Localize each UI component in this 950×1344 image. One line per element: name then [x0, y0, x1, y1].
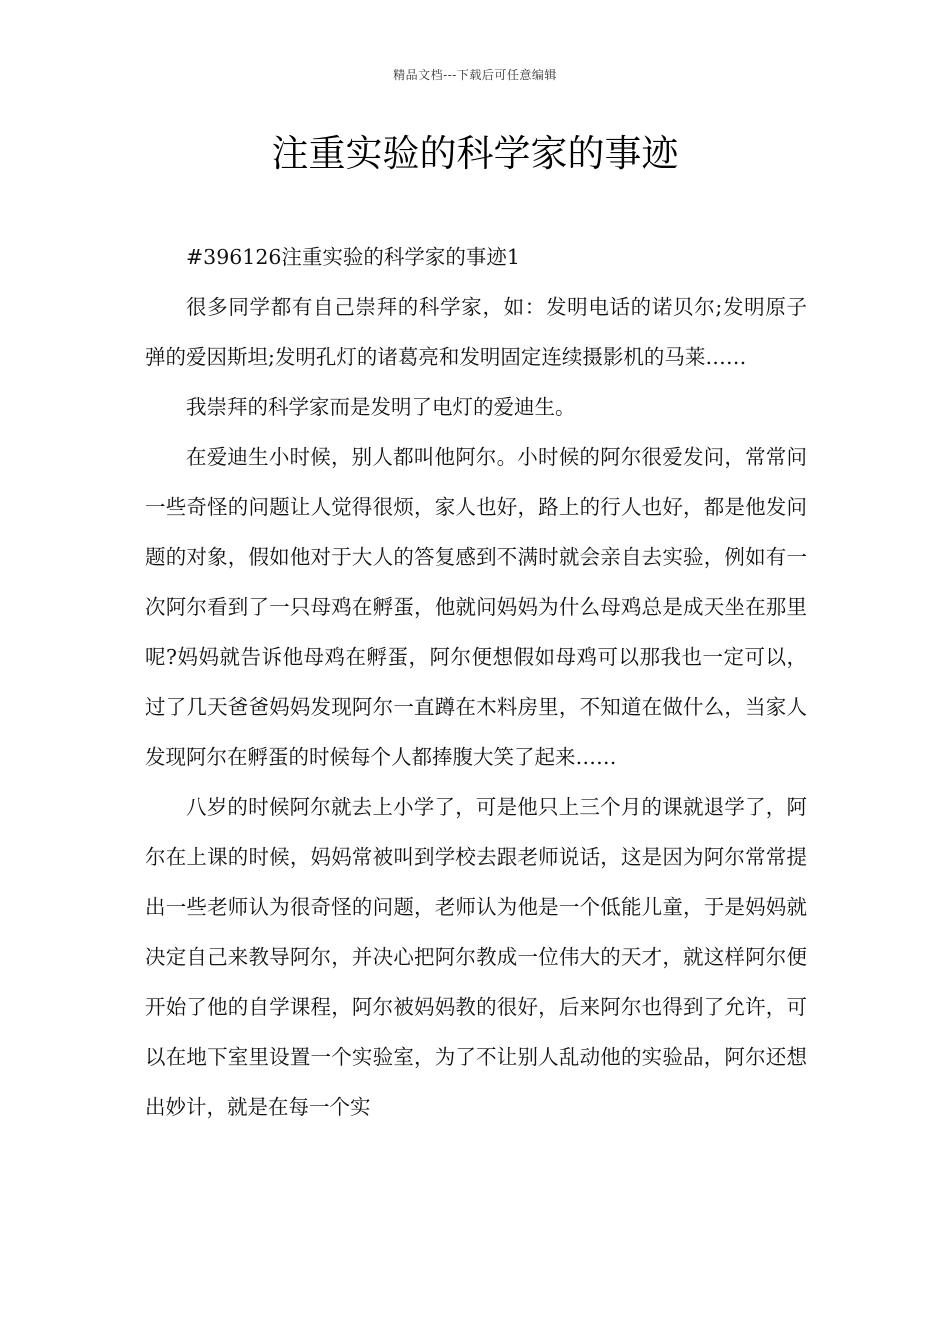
- header-note: 精品文档---下载后可任意编辑: [393, 68, 557, 82]
- paragraph-edison: 我崇拜的科学家而是发明了电灯的爱迪生。: [186, 395, 576, 419]
- paragraph-school: 八岁的时候阿尔就去上小学了，可是他只上三个月的课就退学了，阿尔在上课的时候，妈妈常被叫到学校去跟老师说话，这是因为阿尔常常提出一些老师认为很奇怪的问题，老师认为他是一个低能儿童，于是妈妈就决定自己来教导阿尔，并决心把阿尔教成一位伟大的天才，就这样阿尔便开始了他的自学课程，阿尔被妈妈教的很好，后来阿尔也得到了允许，可以在地下室里设置一个实验室，为了不让别人乱动他的实验品，阿尔还想出妙计，就是在每一个实: [145, 795, 807, 1119]
- document-title: 注重实验的科学家的事迹: [271, 132, 679, 175]
- paragraph-childhood: 在爱迪生小时候，别人都叫他阿尔。小时候的阿尔很爱发问，常常问一些奇怪的问题让人觉得很烦，家人也好，路上的行人也好，都是他发问题的对象，假如他对于大人的答复感到不满时就会亲自去实验，例如有一次阿尔看到了一只母鸡在孵蛋，他就问妈妈为什么母鸡总是成天坐在那里呢?妈妈就告诉他母鸡在孵蛋，阿尔便想假如母鸡可以那我也一定可以，过了几天爸爸妈妈发现阿尔一直蹲在木料房里，不知道在做什么，当家人发现阿尔在孵蛋的时候每个人都捧腹大笑了起来……: [145, 445, 807, 769]
- document-body: [145, 232, 807, 1132]
- paragraph-intro: 很多同学都有自己崇拜的科学家，如：发明电话的诺贝尔;发明原子弹的爱因斯坦;发明孔灯的诸葛亮和发明固定连续摄影机的马莱……: [145, 295, 807, 369]
- paragraph-heading-line: #396126注重实验的科学家的事迹1: [186, 245, 520, 269]
